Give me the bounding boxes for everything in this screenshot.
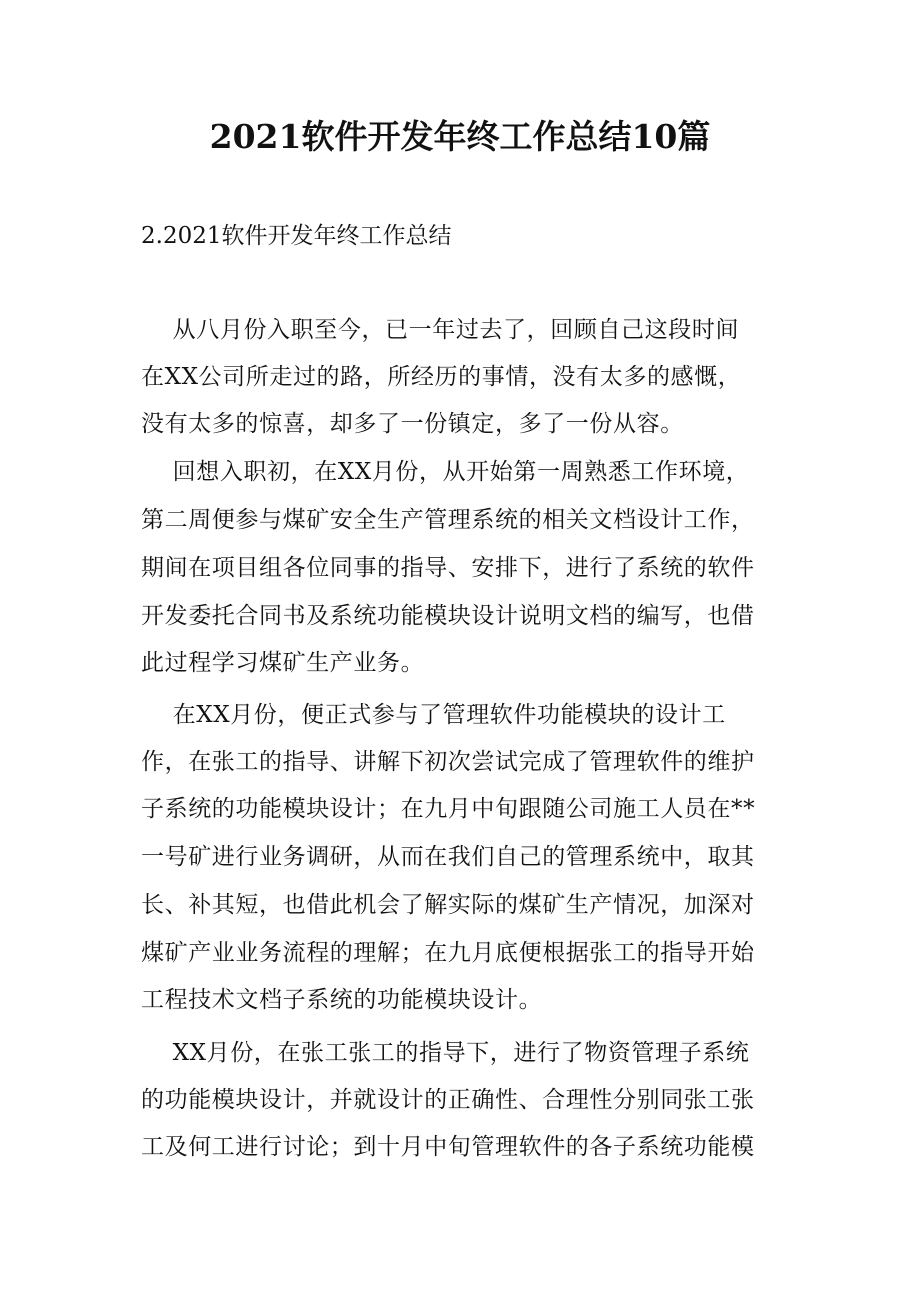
paragraph-line: 的功能模块设计，并就设计的正确性、合理性分别同张工张 [141, 1087, 755, 1113]
paragraph-line: 在XX公司所走过的路，所经历的事情，没有太多的感慨， [141, 364, 742, 390]
paragraph-line: 没有太多的惊喜，却多了一份镇定，多了一份从容。 [141, 411, 684, 437]
paragraph-line: 作，在张工的指导、讲解下初次尝试完成了管理软件的维护 [141, 749, 755, 775]
paragraph-line: 子系统的功能模块设计；在九月中旬跟随公司施工人员在** [141, 796, 756, 822]
paragraph-line: XX月份，在张工张工的指导下，进行了物资管理子系统 [141, 1040, 750, 1066]
paragraph-line: 期间在项目组各位同事的指导、安排下，进行了系统的软件 [141, 555, 755, 581]
paragraph-line: 第二周便参与煤矿安全生产管理系统的相关文档设计工作， [141, 507, 755, 533]
paragraph-line: 一号矿进行业务调研，从而在我们自己的管理系统中，取其 [141, 844, 755, 870]
paragraph-line: 从八月份入职至今，已一年过去了，回顾自己这段时间 [141, 317, 740, 343]
paragraph-line: 煤矿产业业务流程的理解；在九月底便根据张工的指导开始 [141, 940, 755, 966]
section-subheading: 2.2021软件开发年终工作总结 [141, 223, 452, 249]
paragraph-line: 回想入职初，在XX月份，从开始第一周熟悉工作环境， [141, 459, 750, 485]
paragraph-line: 在XX月份，便正式参与了管理软件功能模块的设计工 [141, 702, 726, 728]
paragraph-line: 工及何工进行讨论；到十月中旬管理软件的各子系统功能模 [141, 1134, 755, 1160]
document-title: 2021软件开发年终工作总结10篇 [209, 117, 711, 156]
paragraph-line: 开发委托合同书及系统功能模块设计说明文档的编写，也借 [141, 603, 755, 629]
paragraph-line: 此过程学习煤矿生产业务。 [141, 650, 425, 676]
paragraph-line: 工程技术文档子系统的功能模块设计。 [141, 987, 543, 1013]
paragraph-line: 长、补其短，也借此机会了解实际的煤矿生产情况，加深对 [141, 892, 755, 918]
